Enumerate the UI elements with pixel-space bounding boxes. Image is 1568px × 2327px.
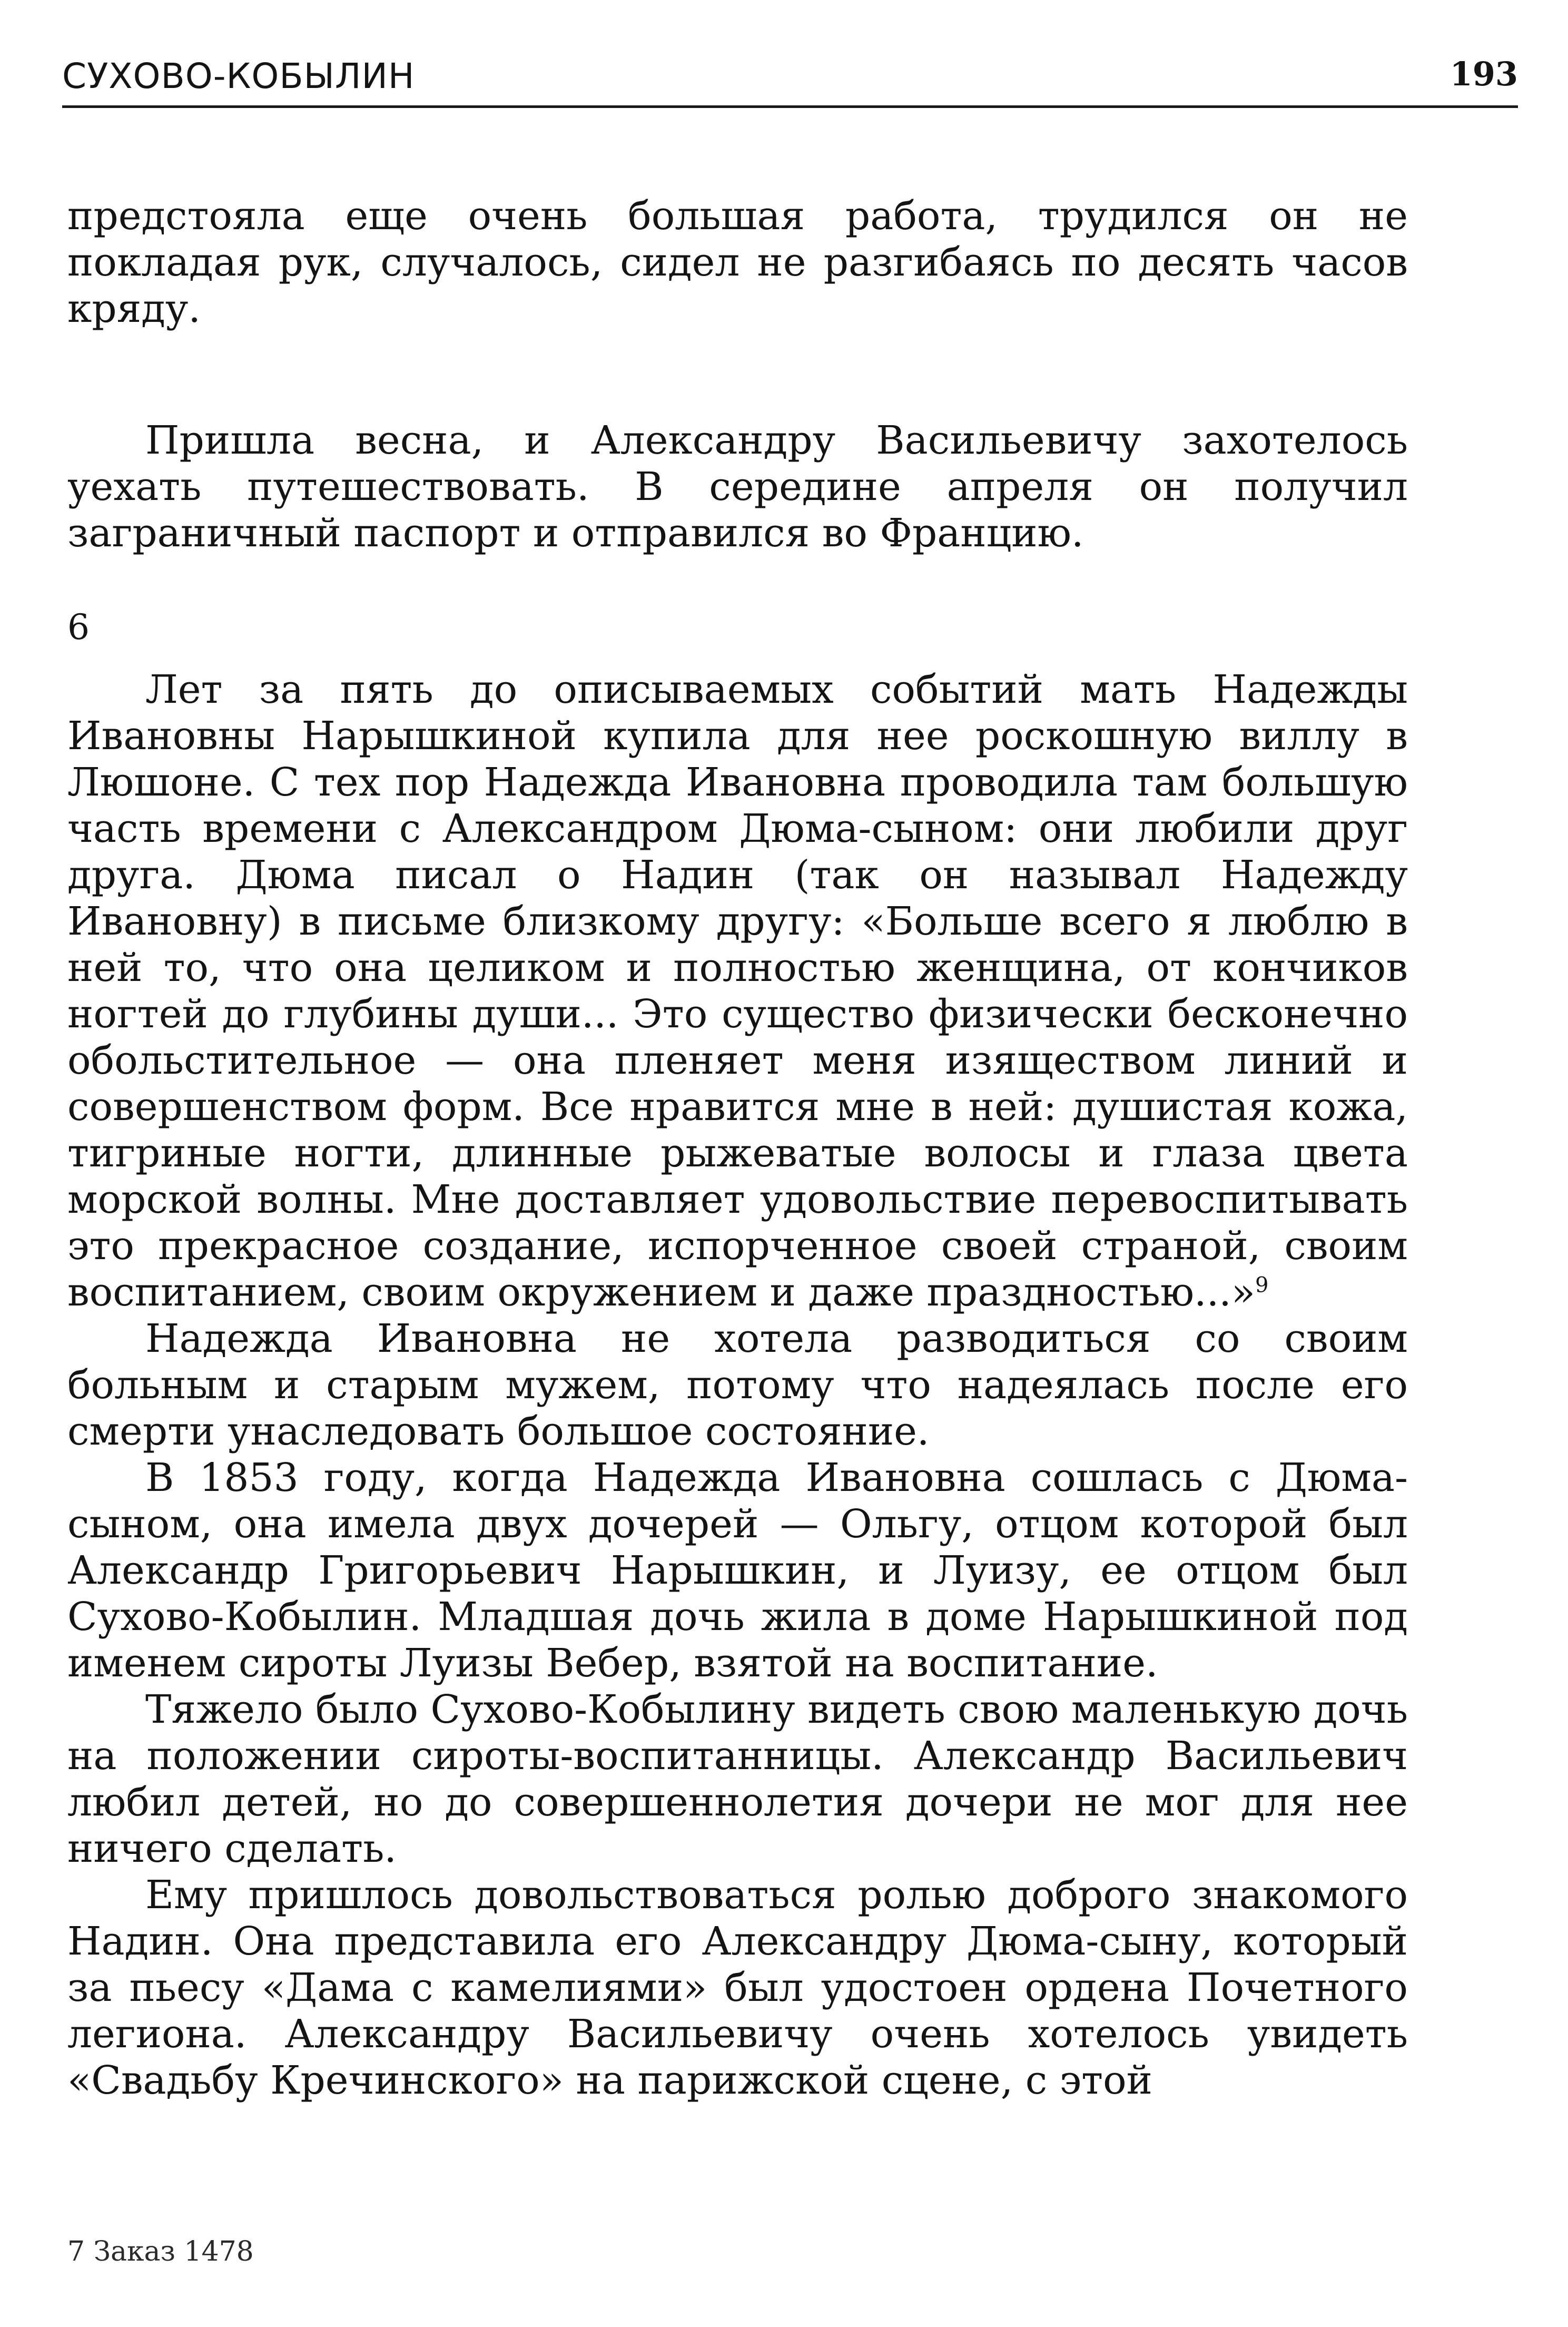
continuation-block: [67, 193, 1408, 332]
header-rule: [62, 105, 1518, 108]
section-number: 6: [67, 607, 90, 647]
footnote-reference: 9: [1255, 1273, 1269, 1298]
paragraph-divorce: Надежда Ивановна не хотела разводиться со своим больным и старым мужем, потому что надеялась после его смерти унаследовать большое состояние.: [67, 1316, 1408, 1454]
paragraph-continuation: предстояла еще очень большая работа, трудился он не покладая рук, случалось, сидел не разгибаясь по десять часов кряду.: [67, 193, 1408, 331]
spring-block: [67, 417, 1408, 556]
paragraph-spring: Пришла весна, и Александру Васильевичу захотелось уехать путешествовать. В середине апреля он получил заграничный паспорт и отправился во Францию.: [67, 418, 1408, 556]
running-title: СУХОВО-КОБЫЛИН: [62, 56, 415, 96]
paragraph-orphan: Тяжело было Сухово-Кобылину видеть свою маленькую дочь на положении сироты-воспитанницы. Александр Васильевич любил детей, но до совершеннолетия дочери не мог для нее ничего сделать.: [67, 1687, 1408, 1871]
paragraph-luchon-text: Лет за пять до описываемых событий мать Надежды Ивановны Нарышкиной купила для нее роскошную виллу в Люшоне. С тех пор Надежда Ивановна проводила там большую часть времени с Александром Дюма-сыном: они любили друг друга. Дюма писал о Надин (так он называл Надежду Ивановну) в письме близкому другу: «Больше всего я люблю в ней то, что она целиком и полностью женщина, от кончиков ногтей до глубины души... Это существо физически бесконечно обольстительное — она пленяет меня изяществом линий и совершенством форм. Все нравится мне в ней: душистая кожа, тигриные ногти, длинные рыжеватые волосы и глаза цвета морской волны. Мне доставляет удовольствие перевоспитывать это прекрасное создание, испорченное своей страной, своим воспитанием, своим окружением и даже праздностью...»: [67, 667, 1408, 1315]
page-number: 193: [1449, 55, 1518, 93]
paragraph-daughters: В 1853 году, когда Надежда Ивановна сошлась с Дюма-сыном, она имела двух дочерей — Ольгу, отцом которой был Александр Григорьевич Нарышкин, и Луизу, ее отцом был Сухово-Кобылин. Младшая дочь жила в доме Нарышкиной под именем сироты Луизы Вебер, взятой на воспитание.: [67, 1455, 1408, 1686]
paragraph-luchon: [67, 666, 1408, 1315]
paragraph-acquaintance: Ему пришлось довольствоваться ролью доброго знакомого Надин. Она представила его Александру Дюма-сыну, который за пьесу «Дама с камелиями» был удостоен ордена Почетного легиона. Александру Васильевичу очень хотелось увидеть «Свадьбу Кречинского» на парижской сцене, с этой: [67, 1872, 1408, 2103]
printer-signature: 7 Заказ 1478: [67, 2236, 254, 2267]
main-text-block: [67, 666, 1408, 2104]
